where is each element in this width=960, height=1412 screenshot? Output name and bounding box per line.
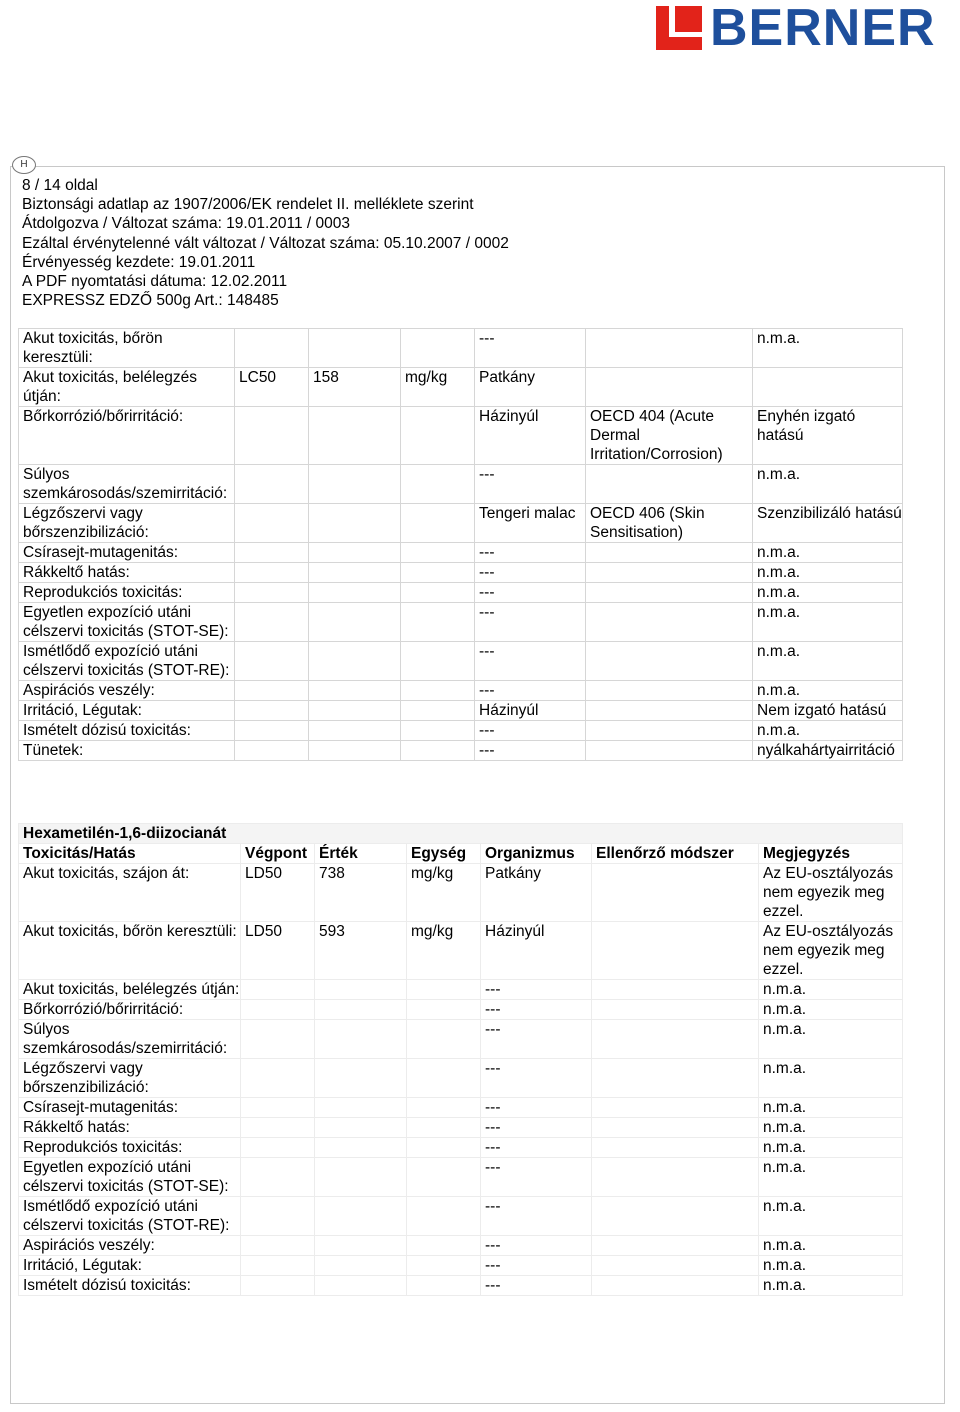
col-header-remark: Megjegyzés bbox=[759, 844, 903, 864]
cell-remark: n.m.a. bbox=[759, 1256, 903, 1276]
page-number: 8 / 14 oldal bbox=[22, 177, 98, 194]
cell-value bbox=[309, 543, 401, 563]
cell-method bbox=[586, 741, 753, 761]
document-header bbox=[22, 176, 509, 310]
col-header-effect: Toxicitás/Hatás bbox=[19, 844, 241, 864]
cell-effect: Súlyos szemkárosodás/szemirritáció: bbox=[19, 465, 235, 504]
logo-text: BERNER bbox=[710, 0, 936, 57]
col-header-unit: Egység bbox=[407, 844, 481, 864]
cell-effect: Ismételt dózisú toxicitás: bbox=[19, 721, 235, 741]
cell-organism: Patkány bbox=[481, 864, 592, 922]
cell-value bbox=[309, 465, 401, 504]
table-row bbox=[19, 1256, 903, 1276]
cell-method bbox=[586, 701, 753, 721]
cell-value bbox=[315, 1236, 407, 1256]
cell-method bbox=[586, 721, 753, 741]
table-row bbox=[19, 642, 903, 681]
cell-remark: n.m.a. bbox=[759, 1098, 903, 1118]
cell-endpoint: LD50 bbox=[241, 864, 315, 922]
cell-effect: Akut toxicitás, szájon át: bbox=[19, 864, 241, 922]
table-row bbox=[19, 1098, 903, 1118]
cell-unit bbox=[401, 721, 475, 741]
cell-endpoint bbox=[241, 1138, 315, 1158]
cell-organism: --- bbox=[475, 721, 586, 741]
cell-method bbox=[586, 603, 753, 642]
cell-method bbox=[592, 1197, 759, 1236]
table-row bbox=[19, 368, 903, 407]
cell-method bbox=[586, 368, 753, 407]
cell-organism: --- bbox=[475, 543, 586, 563]
cell-effect: Akut toxicitás, belélegzés útján: bbox=[19, 980, 241, 1000]
cell-endpoint bbox=[241, 1276, 315, 1296]
cell-unit bbox=[401, 681, 475, 701]
cell-organism: --- bbox=[481, 1059, 592, 1098]
cell-value bbox=[309, 642, 401, 681]
table-row bbox=[19, 701, 903, 721]
cell-endpoint bbox=[241, 1236, 315, 1256]
cell-effect: Irritáció, Légutak: bbox=[19, 701, 235, 721]
cell-endpoint bbox=[235, 329, 309, 368]
cell-unit bbox=[407, 1276, 481, 1296]
table-row bbox=[19, 864, 903, 922]
language-badge: H bbox=[12, 156, 36, 174]
cell-effect: Akut toxicitás, bőrön keresztüli: bbox=[19, 922, 241, 980]
cell-effect: Egyetlen expozíció utáni célszervi toxicitás (STOT-SE): bbox=[19, 1158, 241, 1197]
cell-remark: n.m.a. bbox=[759, 1000, 903, 1020]
cell-endpoint bbox=[241, 1098, 315, 1118]
cell-remark: n.m.a. bbox=[753, 583, 903, 603]
table-row bbox=[19, 980, 903, 1000]
cell-endpoint bbox=[241, 980, 315, 1000]
cell-unit bbox=[401, 329, 475, 368]
cell-effect: Irritáció, Légutak: bbox=[19, 1256, 241, 1276]
cell-value bbox=[315, 1000, 407, 1020]
cell-remark: n.m.a. bbox=[753, 642, 903, 681]
toxicity-table-continued bbox=[18, 328, 903, 761]
cell-remark: n.m.a. bbox=[753, 465, 903, 504]
cell-effect: Ismételt dózisú toxicitás: bbox=[19, 1276, 241, 1296]
cell-unit bbox=[401, 741, 475, 761]
cell-method bbox=[586, 329, 753, 368]
cell-value bbox=[309, 563, 401, 583]
cell-organism: --- bbox=[475, 583, 586, 603]
cell-endpoint bbox=[235, 642, 309, 681]
cell-organism: Házinyúl bbox=[475, 701, 586, 721]
table-row bbox=[19, 1118, 903, 1138]
cell-unit bbox=[401, 642, 475, 681]
cell-method bbox=[586, 681, 753, 701]
cell-endpoint: LD50 bbox=[241, 922, 315, 980]
table-row bbox=[19, 1158, 903, 1197]
cell-unit: mg/kg bbox=[401, 368, 475, 407]
cell-endpoint bbox=[235, 701, 309, 721]
cell-organism: --- bbox=[481, 1256, 592, 1276]
cell-value bbox=[315, 1118, 407, 1138]
cell-value bbox=[309, 504, 401, 543]
table-row bbox=[19, 1236, 903, 1256]
cell-remark: n.m.a. bbox=[759, 1138, 903, 1158]
cell-remark: n.m.a. bbox=[759, 1118, 903, 1138]
cell-organism: --- bbox=[481, 1118, 592, 1138]
cell-remark bbox=[753, 368, 903, 407]
cell-value bbox=[309, 583, 401, 603]
cell-remark: n.m.a. bbox=[753, 563, 903, 583]
table-row bbox=[19, 1138, 903, 1158]
cell-endpoint bbox=[235, 741, 309, 761]
cell-effect: Reprodukciós toxicitás: bbox=[19, 1138, 241, 1158]
cell-endpoint bbox=[241, 1256, 315, 1276]
cell-method bbox=[586, 642, 753, 681]
col-header-value: Érték bbox=[315, 844, 407, 864]
cell-effect: Súlyos szemkárosodás/szemirritáció: bbox=[19, 1020, 241, 1059]
table-header-row bbox=[19, 844, 903, 864]
regulation-line: Biztonsági adatlap az 1907/2006/EK rendelet II. melléklete szerint bbox=[22, 196, 474, 214]
cell-method bbox=[592, 922, 759, 980]
cell-value bbox=[315, 1020, 407, 1059]
cell-endpoint bbox=[241, 1000, 315, 1020]
cell-endpoint bbox=[235, 465, 309, 504]
cell-endpoint bbox=[241, 1020, 315, 1059]
cell-method bbox=[586, 583, 753, 603]
table-row bbox=[19, 329, 903, 368]
cell-unit bbox=[401, 701, 475, 721]
cell-method bbox=[592, 1059, 759, 1098]
logo-mark-icon bbox=[656, 6, 702, 50]
cell-method bbox=[592, 1158, 759, 1197]
cell-effect: Rákkeltő hatás: bbox=[19, 563, 235, 583]
col-header-organism: Organizmus bbox=[481, 844, 592, 864]
table-row bbox=[19, 563, 903, 583]
cell-value bbox=[315, 1256, 407, 1276]
cell-effect: Bőrkorrózió/bőrirritáció: bbox=[19, 1000, 241, 1020]
cell-effect: Légzőszervi vagy bőrszenzibilizáció: bbox=[19, 1059, 241, 1098]
cell-value bbox=[309, 329, 401, 368]
cell-organism: Házinyúl bbox=[475, 407, 586, 465]
cell-effect: Csírasejt-mutagenitás: bbox=[19, 1098, 241, 1118]
cell-unit bbox=[407, 1118, 481, 1138]
cell-value bbox=[309, 407, 401, 465]
cell-organism: --- bbox=[481, 1197, 592, 1236]
cell-value: 738 bbox=[315, 864, 407, 922]
cell-effect: Egyetlen expozíció utáni célszervi toxicitás (STOT-SE): bbox=[19, 603, 235, 642]
cell-endpoint bbox=[235, 563, 309, 583]
cell-method: OECD 406 (Skin Sensitisation) bbox=[586, 504, 753, 543]
table-row bbox=[19, 1020, 903, 1059]
cell-unit bbox=[407, 1098, 481, 1118]
table-row bbox=[19, 1197, 903, 1236]
cell-organism: --- bbox=[481, 1138, 592, 1158]
cell-organism: --- bbox=[481, 1098, 592, 1118]
superseded-line: Ezáltal érvénytelenné vált változat / Változat száma: 05.10.2007 / 0002 bbox=[22, 234, 509, 252]
cell-organism: --- bbox=[475, 741, 586, 761]
cell-remark: nyálkahártyairritáció bbox=[753, 741, 903, 761]
cell-method bbox=[592, 1098, 759, 1118]
cell-method bbox=[586, 465, 753, 504]
cell-method bbox=[592, 1020, 759, 1059]
berner-logo bbox=[656, 0, 956, 57]
cell-method: OECD 404 (Acute Dermal Irritation/Corrosion) bbox=[586, 407, 753, 465]
cell-value bbox=[315, 1138, 407, 1158]
product-line: EXPRESSZ EDZŐ 500g Art.: 148485 bbox=[22, 292, 279, 310]
cell-unit bbox=[401, 583, 475, 603]
cell-unit bbox=[407, 1000, 481, 1020]
cell-value bbox=[309, 681, 401, 701]
cell-remark: Nem izgató hatású bbox=[753, 701, 903, 721]
cell-value bbox=[309, 741, 401, 761]
cell-method bbox=[586, 563, 753, 583]
table-row bbox=[19, 681, 903, 701]
table-row bbox=[19, 504, 903, 543]
cell-value bbox=[315, 1059, 407, 1098]
col-header-method: Ellenőrző módszer bbox=[592, 844, 759, 864]
cell-effect: Légzőszervi vagy bőrszenzibilizáció: bbox=[19, 504, 235, 543]
cell-organism: Házinyúl bbox=[481, 922, 592, 980]
cell-organism: --- bbox=[475, 563, 586, 583]
cell-unit bbox=[407, 1020, 481, 1059]
cell-effect: Rákkeltő hatás: bbox=[19, 1118, 241, 1138]
cell-endpoint bbox=[235, 681, 309, 701]
cell-remark: Az EU-osztályozás nem egyezik meg ezzel. bbox=[759, 922, 903, 980]
cell-remark: Az EU-osztályozás nem egyezik meg ezzel. bbox=[759, 864, 903, 922]
cell-effect: Bőrkorrózió/bőrirritáció: bbox=[19, 407, 235, 465]
cell-method bbox=[592, 1118, 759, 1138]
cell-endpoint bbox=[241, 1118, 315, 1138]
cell-endpoint bbox=[241, 1158, 315, 1197]
substance-title: Hexametilén-1,6-diizocianát bbox=[19, 824, 903, 844]
cell-method bbox=[592, 1000, 759, 1020]
cell-remark: n.m.a. bbox=[759, 1236, 903, 1256]
cell-endpoint bbox=[235, 407, 309, 465]
cell-unit bbox=[401, 563, 475, 583]
cell-endpoint bbox=[235, 543, 309, 563]
cell-organism: --- bbox=[475, 465, 586, 504]
cell-effect: Ismétlődő expozíció utáni célszervi toxicitás (STOT-RE): bbox=[19, 1197, 241, 1236]
cell-effect: Akut toxicitás, belélegzés útján: bbox=[19, 368, 235, 407]
cell-unit: mg/kg bbox=[407, 864, 481, 922]
cell-organism: --- bbox=[475, 329, 586, 368]
cell-value: 593 bbox=[315, 922, 407, 980]
cell-organism: --- bbox=[475, 642, 586, 681]
cell-endpoint bbox=[235, 721, 309, 741]
cell-organism: --- bbox=[481, 1158, 592, 1197]
hexamethylene-diisocyanate-table bbox=[18, 823, 903, 1296]
cell-endpoint: LC50 bbox=[235, 368, 309, 407]
cell-effect: Reprodukciós toxicitás: bbox=[19, 583, 235, 603]
cell-unit bbox=[407, 1158, 481, 1197]
cell-value bbox=[315, 1197, 407, 1236]
table-row bbox=[19, 543, 903, 563]
table-row bbox=[19, 1059, 903, 1098]
cell-organism: --- bbox=[475, 603, 586, 642]
table-row bbox=[19, 741, 903, 761]
cell-value bbox=[315, 1276, 407, 1296]
cell-remark: n.m.a. bbox=[753, 329, 903, 368]
cell-endpoint bbox=[235, 504, 309, 543]
cell-remark: n.m.a. bbox=[753, 603, 903, 642]
cell-organism: Tengeri malac bbox=[475, 504, 586, 543]
cell-organism: --- bbox=[481, 1236, 592, 1256]
cell-unit: mg/kg bbox=[407, 922, 481, 980]
cell-organism: --- bbox=[481, 980, 592, 1000]
cell-effect: Tünetek: bbox=[19, 741, 235, 761]
cell-unit bbox=[401, 465, 475, 504]
table-row bbox=[19, 922, 903, 980]
cell-remark: n.m.a. bbox=[753, 543, 903, 563]
cell-unit bbox=[401, 504, 475, 543]
table-row bbox=[19, 1000, 903, 1020]
cell-remark: Enyhén izgató hatású bbox=[753, 407, 903, 465]
cell-endpoint bbox=[241, 1197, 315, 1236]
cell-remark: n.m.a. bbox=[759, 1059, 903, 1098]
cell-unit bbox=[407, 1236, 481, 1256]
cell-method bbox=[592, 980, 759, 1000]
cell-value bbox=[309, 721, 401, 741]
valid-from-line: Érvényesség kezdete: 19.01.2011 bbox=[22, 253, 256, 271]
cell-unit bbox=[407, 1256, 481, 1276]
cell-unit bbox=[401, 543, 475, 563]
table-row bbox=[19, 1276, 903, 1296]
cell-method bbox=[592, 1236, 759, 1256]
cell-value bbox=[309, 603, 401, 642]
cell-method bbox=[592, 864, 759, 922]
cell-remark: n.m.a. bbox=[759, 980, 903, 1000]
cell-remark: n.m.a. bbox=[759, 1158, 903, 1197]
cell-unit bbox=[401, 407, 475, 465]
cell-value bbox=[315, 1158, 407, 1197]
table-row bbox=[19, 603, 903, 642]
cell-remark: n.m.a. bbox=[759, 1197, 903, 1236]
cell-organism: --- bbox=[481, 1000, 592, 1020]
cell-remark: n.m.a. bbox=[753, 681, 903, 701]
print-date-line: A PDF nyomtatási dátuma: 12.02.2011 bbox=[22, 273, 288, 291]
cell-value bbox=[309, 701, 401, 721]
cell-method bbox=[592, 1276, 759, 1296]
cell-unit bbox=[407, 1197, 481, 1236]
cell-unit bbox=[407, 1059, 481, 1098]
cell-value bbox=[315, 980, 407, 1000]
table-row bbox=[19, 583, 903, 603]
cell-unit bbox=[401, 603, 475, 642]
cell-organism: --- bbox=[475, 681, 586, 701]
cell-effect: Ismétlődő expozíció utáni célszervi toxicitás (STOT-RE): bbox=[19, 642, 235, 681]
cell-effect: Akut toxicitás, bőrön keresztüli: bbox=[19, 329, 235, 368]
cell-remark: Szenzibilizáló hatású bbox=[753, 504, 903, 543]
cell-endpoint bbox=[235, 603, 309, 642]
table-row bbox=[19, 721, 903, 741]
revision-line: Átdolgozva / Változat száma: 19.01.2011 / 0003 bbox=[22, 215, 351, 233]
cell-method bbox=[592, 1138, 759, 1158]
cell-endpoint bbox=[241, 1059, 315, 1098]
cell-organism: --- bbox=[481, 1020, 592, 1059]
cell-method bbox=[592, 1256, 759, 1276]
cell-effect: Csírasejt-mutagenitás: bbox=[19, 543, 235, 563]
cell-effect: Aspirációs veszély: bbox=[19, 681, 235, 701]
cell-endpoint bbox=[235, 583, 309, 603]
cell-remark: n.m.a. bbox=[759, 1276, 903, 1296]
col-header-endpoint: Végpont bbox=[241, 844, 315, 864]
cell-organism: --- bbox=[481, 1276, 592, 1296]
cell-value: 158 bbox=[309, 368, 401, 407]
cell-remark: n.m.a. bbox=[753, 721, 903, 741]
cell-method bbox=[586, 543, 753, 563]
cell-effect: Aspirációs veszély: bbox=[19, 1236, 241, 1256]
cell-unit bbox=[407, 1138, 481, 1158]
table-row bbox=[19, 407, 903, 465]
cell-organism: Patkány bbox=[475, 368, 586, 407]
cell-remark: n.m.a. bbox=[759, 1020, 903, 1059]
cell-value bbox=[315, 1098, 407, 1118]
table-row bbox=[19, 465, 903, 504]
cell-unit bbox=[407, 980, 481, 1000]
